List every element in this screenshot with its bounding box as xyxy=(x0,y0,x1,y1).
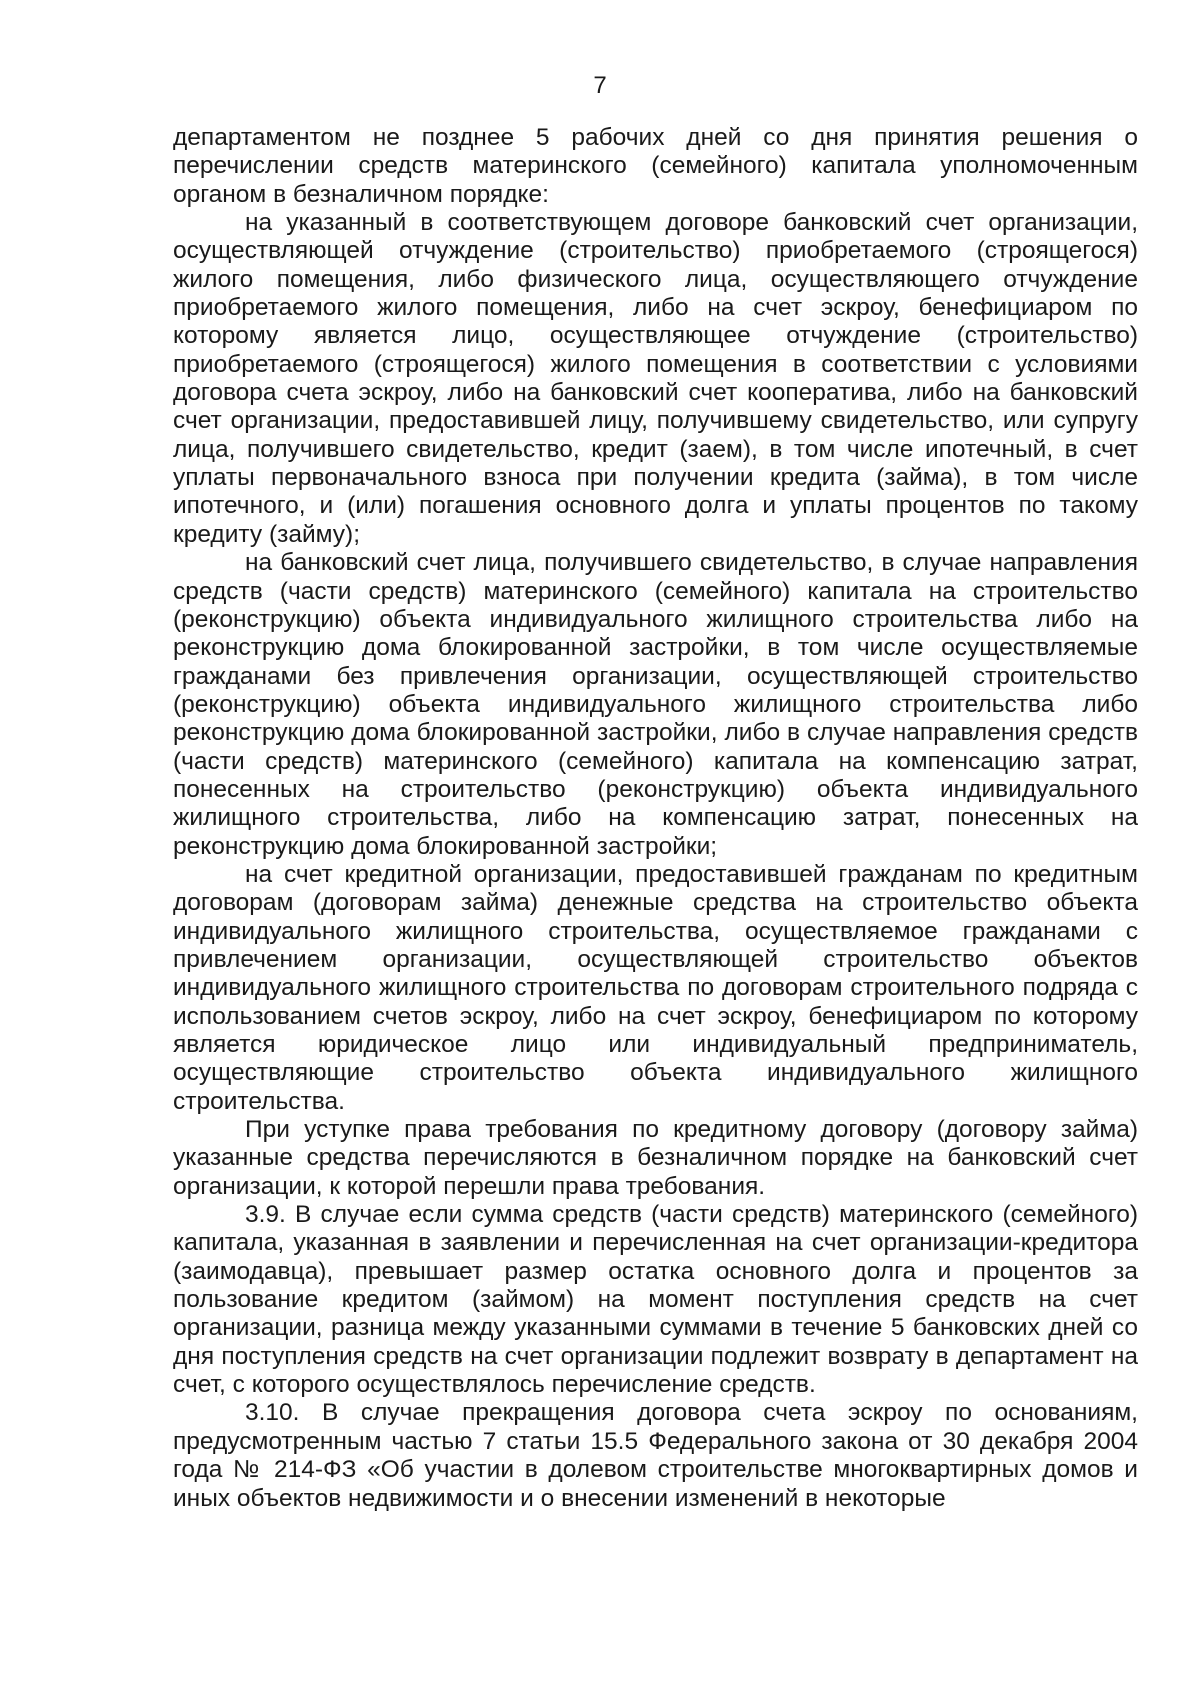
page-number: 7 xyxy=(593,72,607,99)
paragraph-bank-account-certificate-holder: на банковский счет лица, получившего свидетельство, в случае направления средств (части средств) материнского (семейного) капитала на строительство (реконструкцию) объекта индивидуального жилищного строительства либо на реконструкцию дома блокированной застройки, в том числе осуществляемые гражданами без привлечения организации, осуществляющей строительство (реконструкцию) объекта индивидуального жилищного строительства либо реконструкцию дома блокированной застройки, либо в случае направления средств (части средств) материнского (семейного) капитала на компенсацию затрат, понесенных на строительство (реконструкцию) объекта индивидуального жилищного строительства, либо на компенсацию затрат, понесенных на реконструкцию дома блокированной застройки; xyxy=(173,549,1138,860)
paragraph-credit-organization-account: на счет кредитной организации, предоставившей гражданам по кредитным договорам (договорам займа) денежные средства на строительство объекта индивидуального жилищного строительства, осуществляемое гражданами с привлечением организации, осуществляющей строительство объектов индивидуального жилищного строительства по договорам строительного подряда с использованием счетов эскроу, либо на счет эскроу, бенефициаром по которому является юридическое лицо или индивидуальный предприниматель, осуществляющие строительство объекта индивидуального жилищного строительства. xyxy=(173,860,1138,1115)
document-body xyxy=(173,124,1138,1513)
paragraph-bank-account-organization: на указанный в соответствующем договоре банковский счет организации, осуществляющей отчуждение (строительство) приобретаемого (строящегося) жилого помещения, либо физического лица, осуществляющего отчуждение приобретаемого жилого помещения, либо на счет эскроу, бенефициаром по которому является лицо, осуществляющее отчуждение (строительство) приобретаемого (строящегося) жилого помещения в соответствии с условиями договора счета эскроу, либо на банковский счет кооператива, либо на банковский счет организации, предоставившей лицу, получившему свидетельство, или супругу лица, получившего свидетельство, кредит (заем), в том числе ипотечный, в счет уплаты первоначального взноса при получении кредита (займа), в том числе ипотечного, и (или) погашения основного долга и уплаты процентов по такому кредиту (займу); xyxy=(173,209,1138,548)
paragraph-assignment-of-claim: При уступке права требования по кредитному договору (договору займа) указанные средства перечисляются в безналичном порядке на банковский счет организации, к которой перешли права требования. xyxy=(173,1116,1138,1200)
paragraph-section-3-10: 3.10. В случае прекращения договора счета эскроу по основаниям, предусмотренным частью 7 статьи 15.5 Федерального закона от 30 декабря 2004 года № 214-ФЗ «Об участии в долевом строительстве многоквартирных домов и иных объектов недвижимости и о внесении изменений в некоторые xyxy=(173,1399,1138,1512)
paragraph-section-3-9: 3.9. В случае если сумма средств (части средств) материнского (семейного) капитала, указанная в заявлении и перечисленная на счет организации-кредитора (заимодавца), превышает размер остатка основного долга и процентов за пользование кредитом (займом) на момент поступления средств на счет организации, разница между указанными суммами в течение 5 банковских дней со дня поступления средств на счет организации подлежит возврату в департамент на счет, с которого осуществлялось перечисление средств. xyxy=(173,1201,1138,1399)
paragraph-intro: департаментом не позднее 5 рабочих дней со дня принятия решения о перечислении средств материнского (семейного) капитала уполномоченным органом в безналичном порядке: xyxy=(173,124,1138,208)
